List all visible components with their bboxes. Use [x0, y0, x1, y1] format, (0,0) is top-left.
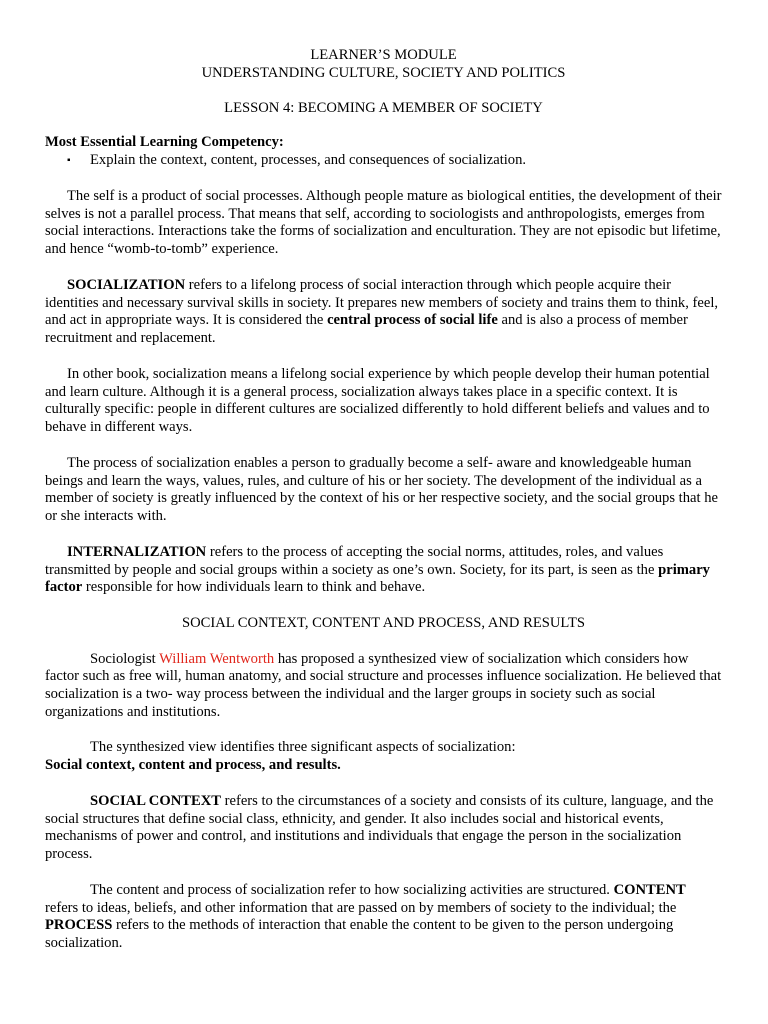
term-socialization: SOCIALIZATION	[67, 276, 186, 293]
module-header	[45, 47, 722, 83]
paragraph-socialization	[45, 277, 722, 348]
paragraph-text: refers to the process of accepting the social norms, attitudes, roles, and values transmitted by people and social groups within a society as one’s own. Society, for its part, is seen as the	[45, 543, 664, 578]
term-social-context: SOCIAL CONTEXT	[90, 792, 221, 809]
paragraph-text: refers to a lifelong process of social interaction through which people acquire their identities and necessary survival skills in society. It prepares new members of society and trains them to think, feel, and act in appropriate ways. It is considered the	[45, 276, 719, 329]
paragraph-synthesized: The synthesized view identifies three significant aspects of socialization:	[90, 739, 516, 756]
paragraph-text: has proposed a synthesized view of socialization which considers how factor such as free will, human anatomy, and social structure and processes influence socialization. He believed that socialization is a two- way process between the individual and the larger groups in society such as social organizations and institutions.	[45, 650, 722, 720]
paragraph-social-context	[45, 793, 722, 864]
paragraph-text: responsible for how individuals learn to think and behave.	[82, 579, 426, 596]
square-bullet-icon: ▪	[67, 155, 71, 167]
term-content: CONTENT	[613, 881, 686, 898]
paragraph-text: refers to the circumstances of a society and consists of its culture, language, and the social structures that define social class, ethnicity, and gender. It also includes social and historical events, mechanisms of power and control, and institutions and individuals that engage the person in the socialization process.	[45, 792, 714, 863]
paragraph-text: refers to ideas, beliefs, and other information that are passed on by members of society to the individual; the	[45, 899, 677, 916]
paragraph-internalization	[45, 544, 722, 597]
paragraph-content-process	[45, 882, 722, 953]
paragraph-text: Sociologist	[90, 650, 160, 667]
module-title: LEARNER’S MODULE	[310, 47, 457, 63]
term-internalization: INTERNALIZATION	[67, 543, 207, 560]
paragraph-text: and is also a process of member recruitment and replacement.	[45, 312, 688, 347]
bold-phrase: central process of social life	[327, 312, 498, 329]
paragraph-text: The content and process of socialization refer to how socializing activities are structured.	[90, 881, 614, 898]
section-title: SOCIAL CONTEXT, CONTENT AND PROCESS, AND RESULTS	[182, 614, 585, 631]
paragraph-other-book: In other book, socialization means a lifelong social experience by which people develop their human potential and learn culture. Although it is a general process, socialization always takes place in a specific context. It is culturally specific: people in different cultures are socialized differently to hold different beliefs and values and to behave in different ways.	[45, 365, 710, 436]
competency-list	[45, 152, 722, 170]
competency-item-text: Explain the context, content, processes, and consequences of socialization.	[90, 152, 527, 169]
paragraph-self: The self is a product of social processes. Although people mature as biological entities, the development of their selves is not a parallel process. That means that self, according to sociologists and anthropologists, emerges from social interactions. Interactions take the forms of socialization and enculturation. They are not episodic but lifetime, and hence “womb-to-tomb” experience.	[45, 187, 722, 258]
bold-phrase: primary factor	[45, 561, 710, 596]
highlighted-name: William Wentworth	[159, 650, 275, 667]
paragraph-text: refers to the methods of interaction that enable the content to be given to the person undergoing socialization.	[45, 917, 674, 952]
lesson-title: LESSON 4: BECOMING A MEMBER OF SOCIETY	[224, 99, 543, 116]
competency-heading: Most Essential Learning Competency:	[45, 134, 284, 151]
aspects-bold-line	[45, 757, 722, 775]
competency-item	[45, 152, 722, 170]
paragraph-process: The process of socialization enables a person to gradually become a self- aware and knowledgeable human beings and learn the ways, values, rules, and culture of his or her society. The development of the individual as a member of society is greatly influenced by the context of his or her respective society, and the social groups that he or she interacts with.	[45, 454, 718, 525]
term-process: PROCESS	[45, 917, 113, 934]
subject-title: UNDERSTANDING CULTURE, SOCIETY AND POLITICS	[201, 64, 566, 81]
bold-phrase: Social context, content and process, and results.	[45, 757, 341, 774]
paragraph-wentworth	[45, 651, 722, 722]
